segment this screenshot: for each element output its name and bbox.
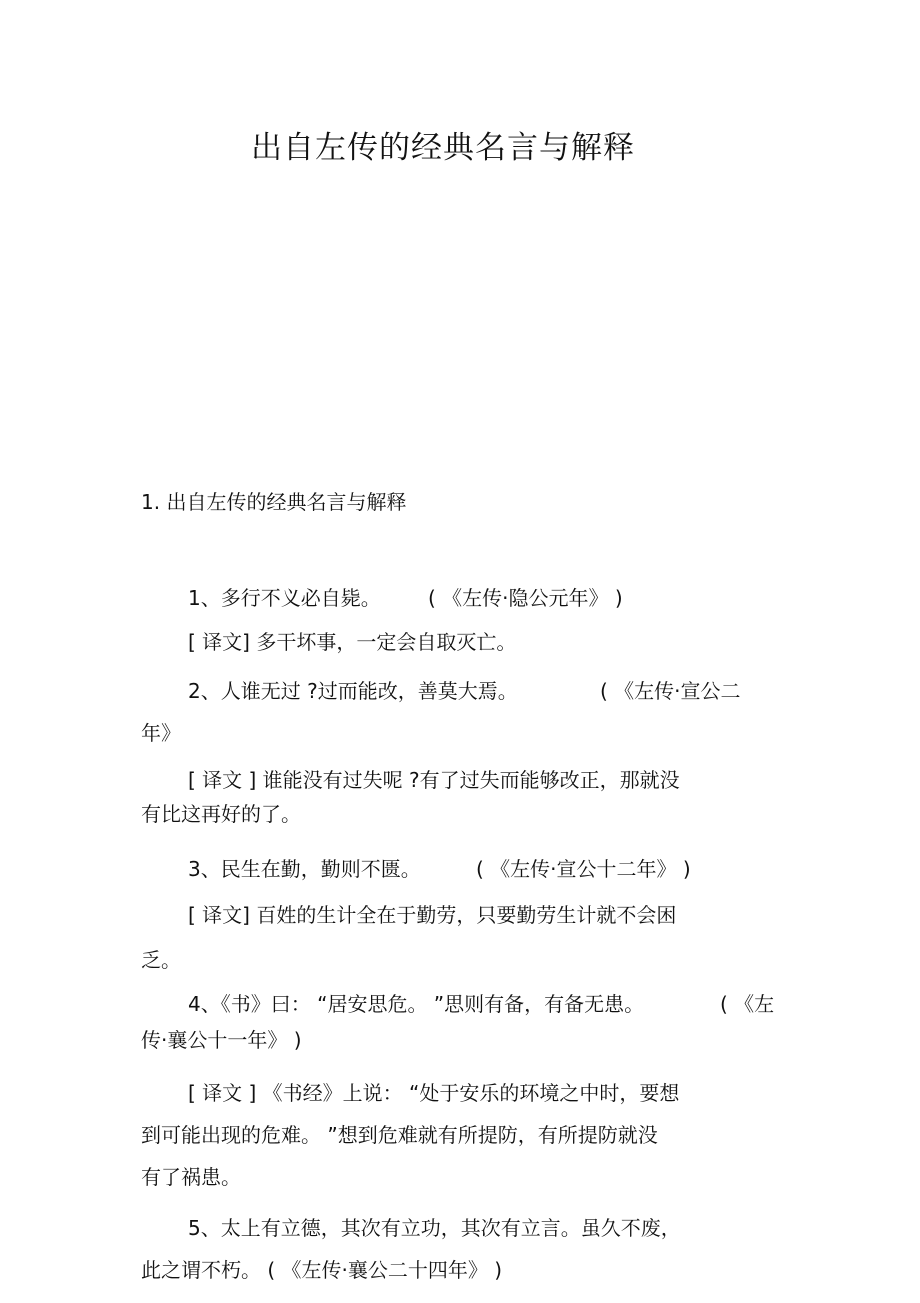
quote-3-source: ( 《左传·宣公十二年》 ) — [476, 857, 691, 881]
quote-2-source-continued: 年》 — [141, 721, 181, 745]
quote-1-source: ( 《左传·隐公元年》 ) — [428, 586, 623, 610]
quote-3-text: 3、民生在勤，勤则不匮。 — [188, 857, 421, 881]
quote-3-translation-continued: 乏。 — [141, 948, 181, 972]
quote-1-text: 1、多行不义必自毙。 — [188, 586, 381, 610]
quote-4-translation-line-3: 有了祸患。 — [141, 1165, 241, 1189]
quote-4-text: 4、《书》曰： “居安思危。 ”思则有备，有备无患。 — [188, 992, 645, 1016]
quote-2-source: ( 《左传·宣公二 — [600, 679, 741, 703]
quote-5-text: 5、太上有立德，其次有立功，其次有立言。虽久不废， — [188, 1216, 681, 1240]
quote-4-source-continued: 传·襄公十一年》 ) — [141, 1028, 302, 1052]
quote-1-translation: [ 译文] 多干坏事，一定会自取灭亡。 — [188, 630, 517, 654]
quote-5-text-continued: 此之谓不朽。 ( 《左传·襄公二十四年》 ) — [141, 1258, 503, 1282]
quote-4-source: ( 《左 — [720, 992, 775, 1016]
quote-4-translation: [ 译文 ] 《书经》上说： “处于安乐的环境之中时，要想 — [188, 1081, 680, 1105]
quote-2-translation: [ 译文 ] 谁能没有过失呢 ?有了过失而能够改正，那就没 — [188, 768, 680, 792]
quote-2-text: 2、人谁无过 ?过而能改，善莫大焉。 — [188, 679, 518, 703]
document-title: 出自左传的经典名言与解释 — [251, 130, 635, 166]
section-heading: 1. 出自左传的经典名言与解释 — [141, 490, 407, 514]
quote-4-translation-line-2: 到可能出现的危难。 ”想到危难就有所提防，有所提防就没 — [141, 1123, 658, 1147]
quote-2-translation-continued: 有比这再好的了。 — [141, 802, 301, 826]
quote-3-translation: [ 译文] 百姓的生计全在于勤劳，只要勤劳生计就不会困 — [188, 903, 677, 927]
